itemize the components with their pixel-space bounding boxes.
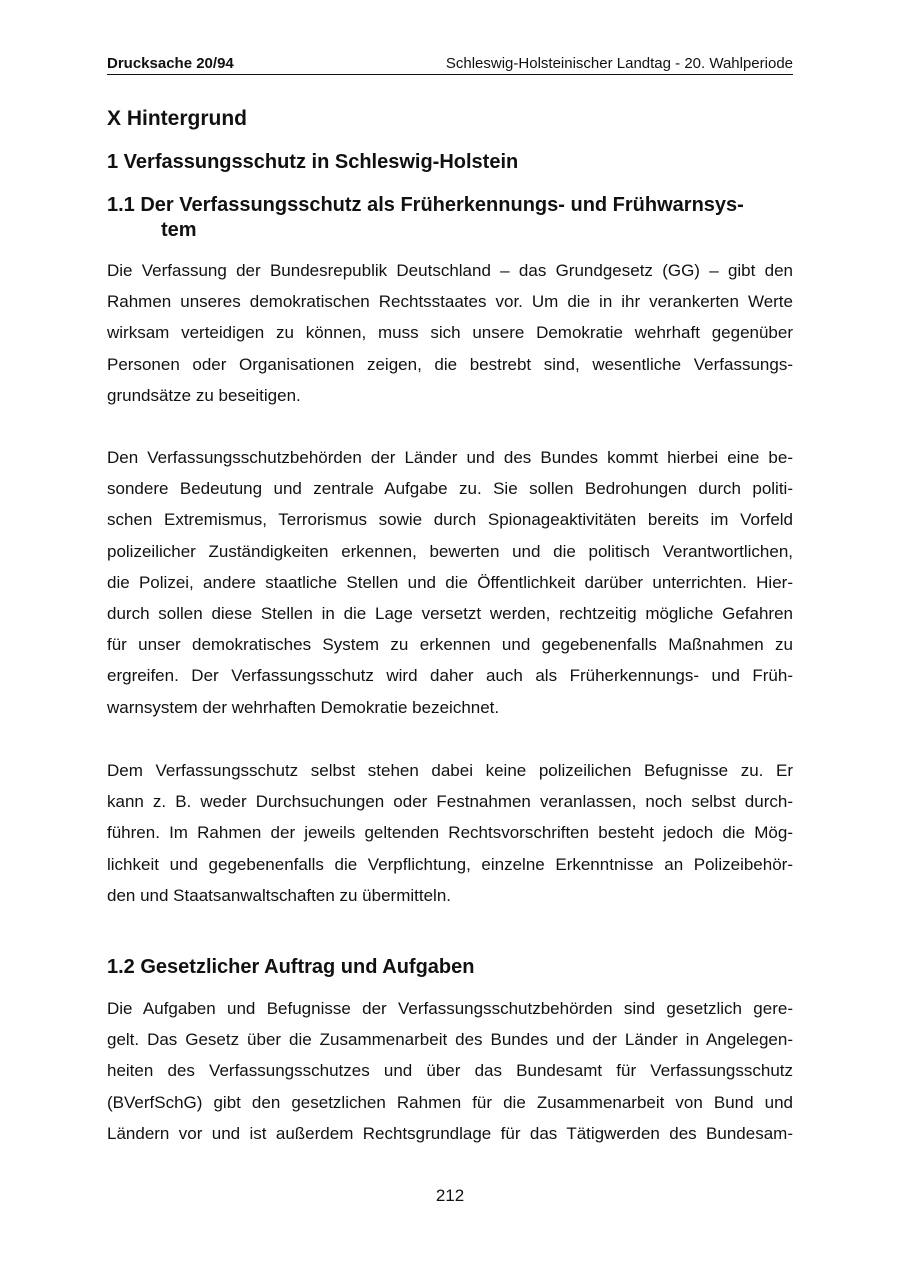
text-line: lichkeit und gegebenenfalls die Verpflichtung, einzelne Erkenntnisse an Polizeibehör- (107, 854, 793, 874)
text-line: kann z. B. weder Durchsuchungen oder Festnahmen veranlassen, noch selbst durch- (107, 792, 793, 812)
paragraph-legal-mandate (107, 993, 793, 1149)
paragraph-powers (107, 755, 793, 911)
paragraph-authorities (107, 442, 793, 723)
text-line: ergreifen. Der Verfassungsschutz wird daher auch als Früherkennungs- und Früh- (107, 666, 793, 686)
section-heading: 1 Verfassungsschutz in Schleswig-Holstein (107, 151, 519, 173)
text-line: schen Extremismus, Terrorismus sowie durch Spionageaktivitäten bereits im Vorfeld (107, 510, 793, 530)
text-line: den und Staatsanwaltschaften zu übermitteln. (107, 885, 451, 905)
paragraph-constitution (107, 255, 793, 411)
header-parliament-title: Schleswig-Holsteinischer Landtag - 20. Wahlperiode (445, 55, 793, 72)
subsection-heading-1-1 (107, 193, 797, 243)
subsection-heading-continuation: tem (161, 219, 197, 241)
text-line: Ländern vor und ist außerdem Rechtsgrundlage für das Tätigwerden des Bundesam- (107, 1123, 793, 1143)
text-line: Die Aufgaben und Befugnisse der Verfassungsschutzbehörden sind gesetzlich gere- (107, 999, 793, 1018)
text-line: Rahmen unseres demokratischen Rechtsstaates vor. Um die in ihr verankerten Werte (107, 292, 793, 312)
header-document-number: Drucksache 20/94 (107, 55, 234, 72)
text-line: Den Verfassungsschutzbehörden der Länder und des Bundes kommt hierbei eine be- (107, 448, 793, 467)
text-line: durch sollen diese Stellen in die Lage versetzt werden, rechtzeitig mögliche Gefahren (107, 604, 793, 624)
page-header (107, 55, 793, 75)
text-line: für unser demokratisches System zu erkennen und gegebenenfalls Maßnahmen zu (107, 635, 793, 655)
text-line: sondere Bedeutung und zentrale Aufgabe zu. Sie sollen Bedrohungen durch politi- (107, 479, 793, 499)
text-line: wirksam verteidigen zu können, muss sich unsere Demokratie wehrhaft gegenüber (107, 323, 793, 343)
page-number: 212 (435, 1186, 465, 1205)
text-line: gelt. Das Gesetz über die Zusammenarbeit des Bundes und der Länder in Angelegen- (107, 1030, 793, 1050)
text-line: (BVerfSchG) gibt den gesetzlichen Rahmen für die Zusammenarbeit von Bund und (107, 1092, 793, 1112)
chapter-heading: X Hintergrund (107, 107, 247, 130)
text-line: Die Verfassung der Bundesrepublik Deutschland – das Grundgesetz (GG) – gibt den (107, 261, 793, 280)
subsection-heading-line: 1.1 Der Verfassungsschutz als Früherkennungs- und Frühwarnsys- (107, 194, 744, 216)
text-line: führen. Im Rahmen der jeweils geltenden Rechtsvorschriften besteht jedoch die Mög- (107, 823, 793, 843)
text-line: Dem Verfassungsschutz selbst stehen dabei keine polizeilichen Befugnisse zu. Er (107, 761, 793, 780)
text-line: polizeilicher Zuständigkeiten erkennen, bewerten und die politisch Verantwortlichen, (107, 541, 793, 561)
text-line: heiten des Verfassungsschutzes und über das Bundesamt für Verfassungsschutz (107, 1061, 793, 1081)
text-line: warnsystem der wehrhaften Demokratie bezeichnet. (107, 697, 500, 717)
text-line: Personen oder Organisationen zeigen, die bestrebt sind, wesentliche Verfassungs- (107, 354, 793, 374)
text-line: grundsätze zu beseitigen. (107, 385, 301, 405)
text-line: die Polizei, andere staatliche Stellen und die Öffentlichkeit darüber unterrichten. Hier- (107, 572, 793, 592)
subsection-heading-1-2: 1.2 Gesetzlicher Auftrag und Aufgaben (107, 956, 475, 978)
